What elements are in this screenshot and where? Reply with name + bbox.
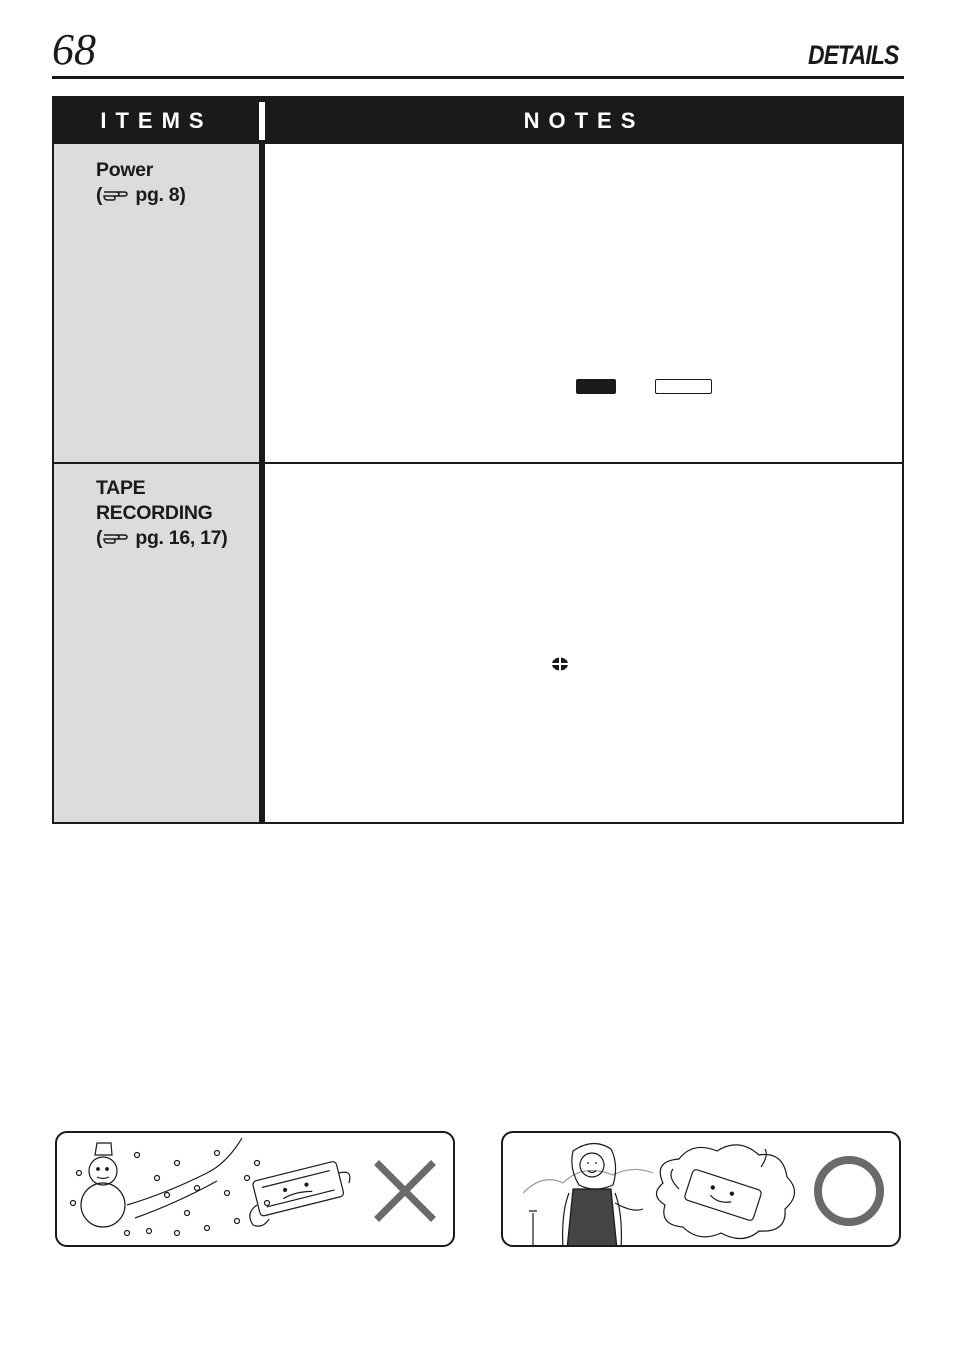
item-ref-page[interactable]: pg. 16, 17: [135, 527, 222, 549]
snowman-cassette-drawing: [57, 1133, 455, 1247]
item-title-line2: RECORDING: [96, 502, 213, 524]
illustration-warm-correct: [501, 1131, 901, 1247]
crosshair-target-icon: [550, 656, 570, 672]
header-divider: [259, 102, 265, 140]
circle-ok-icon: [818, 1160, 880, 1222]
item-ref: ( pg. 8): [96, 184, 186, 206]
item-tape-recording: [96, 476, 227, 551]
table-header: [54, 98, 902, 144]
item-ref-page[interactable]: pg. 8: [135, 184, 180, 206]
item-title-line1: TAPE: [96, 477, 146, 499]
header-notes: NOTES: [523, 108, 645, 133]
item-title: Power: [96, 159, 154, 181]
pointing-hand-icon: [102, 529, 130, 547]
item-power: [96, 158, 186, 208]
x-mark-icon: [379, 1165, 431, 1217]
page-number: 68: [52, 25, 96, 74]
header-rule: [52, 76, 904, 79]
section-title: DETAILS: [807, 40, 898, 70]
illustration-cold-wrong: [55, 1131, 455, 1247]
item-ref: ( pg. 16, 17): [96, 527, 228, 549]
header-items: ITEMS: [100, 108, 213, 133]
details-table: [52, 96, 904, 824]
filled-indicator-badge: [576, 379, 616, 394]
skier-cassette-drawing: [503, 1133, 901, 1247]
pointing-hand-icon: [102, 186, 130, 204]
row-divider: [54, 462, 902, 464]
column-divider: [259, 144, 265, 822]
outline-indicator-badge: [655, 379, 712, 394]
